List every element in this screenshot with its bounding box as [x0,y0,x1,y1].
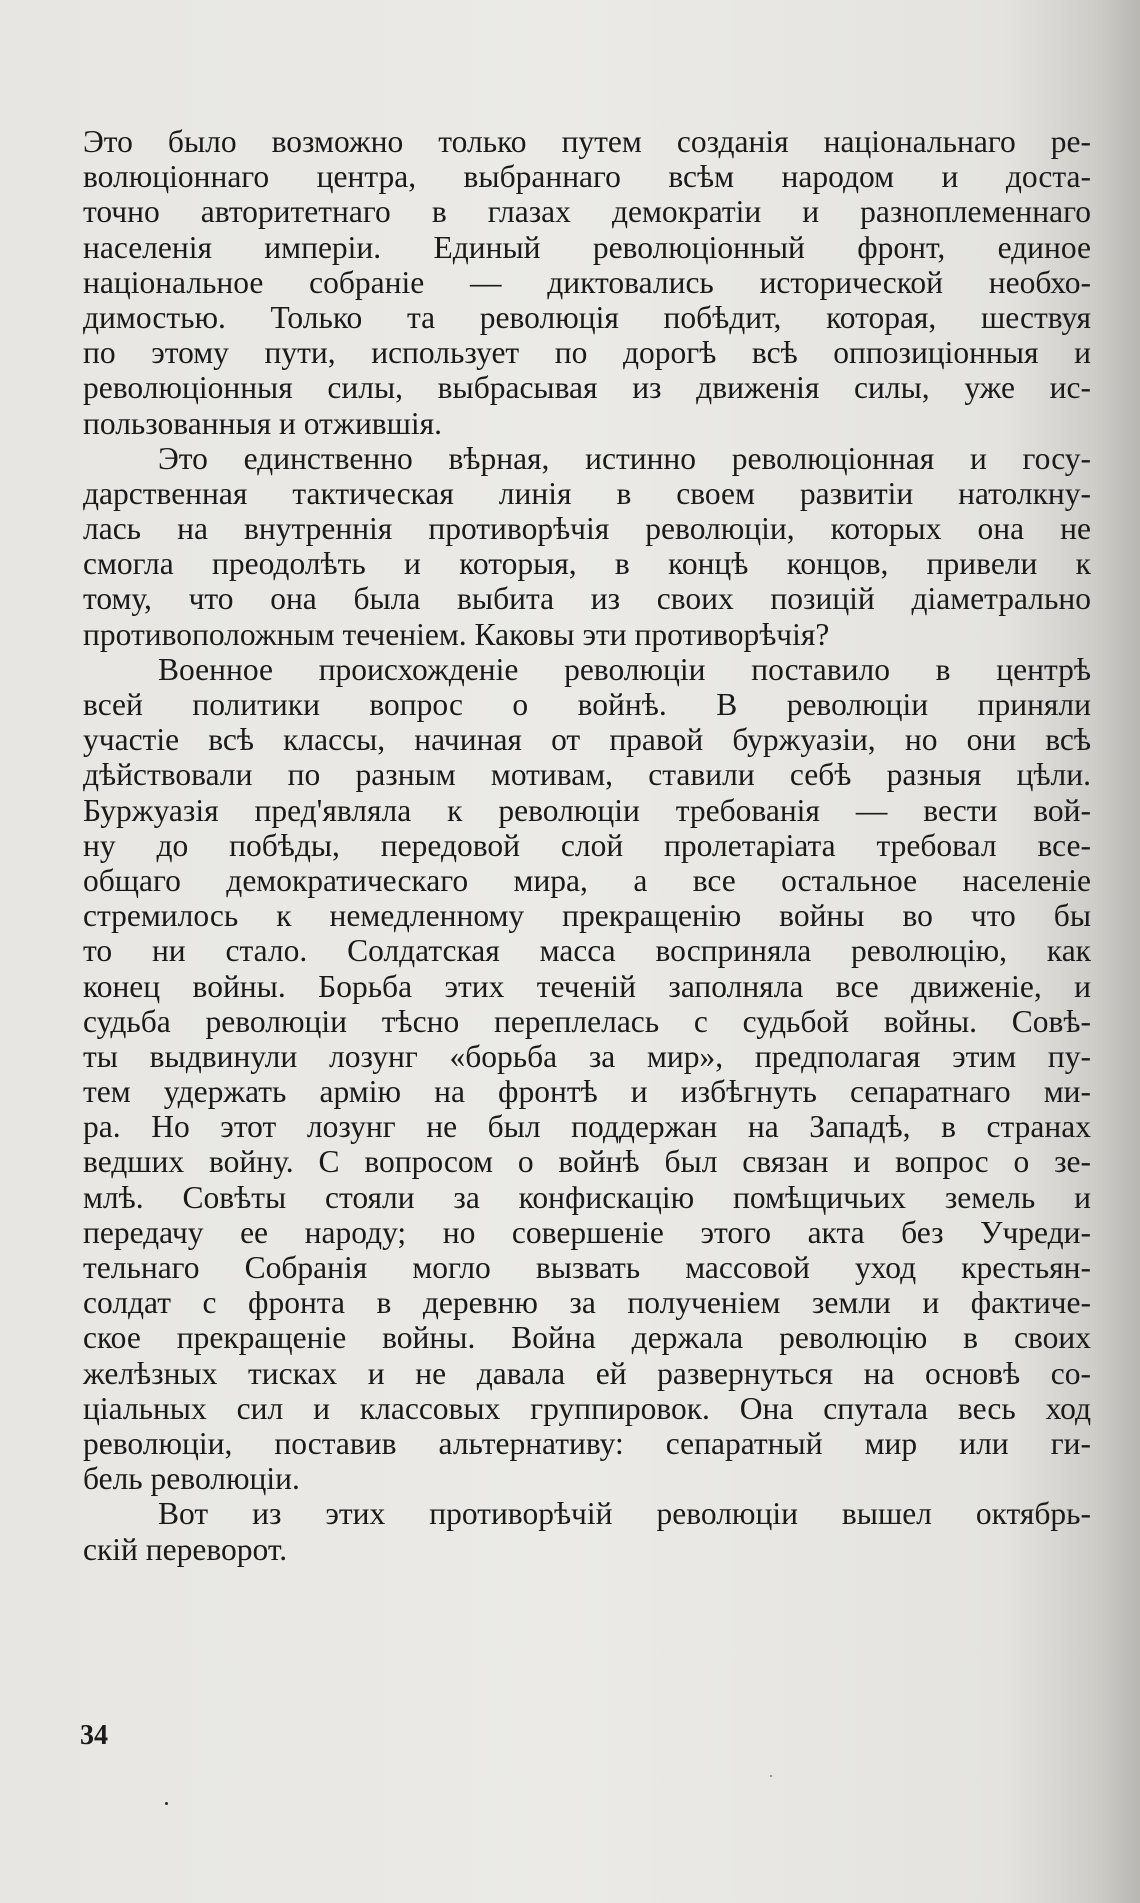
text-line: ну до побѣды, передовой слой пролетаріата требовал все- [83,827,1091,863]
print-speck [770,1775,772,1777]
text-line: Военное происхожденіе революціи поставило в центрѣ [158,651,1091,687]
text-line: скій переворот. [83,1531,288,1567]
text-line: дарственная тактическая линія в своем развитіи натолкну- [83,475,1091,511]
text-line: лась на внутреннія противорѣчія революціи, которых она не [83,511,1091,547]
text-line: всей политики вопрос о войнѣ. В революціи приняли [83,687,1091,722]
text-line: Это было возможно только путем созданія національнаго ре- [83,124,1091,159]
text-line: солдат с фронта в деревню за полученіем земли и фактиче- [83,1285,1091,1321]
text-line: передачу ее народу; но совершеніе этого акта без Учреди- [83,1214,1091,1250]
page-number: 34 [80,1720,108,1751]
text-line: волюціоннаго центра, выбраннаго всѣм народом и доста- [83,159,1091,195]
text-line: млѣ. Совѣты стояли за конфискацію помѣщичьих земель и [83,1179,1091,1215]
text-line: конец войны. Борьба этих теченій заполняла все движеніе, и [83,968,1091,1004]
text-line: пользованныя и отжившія. [83,405,443,441]
paragraph-3 [83,652,1091,1497]
paragraph-2 [83,441,1091,652]
text-line: смогла преодолѣть и которыя, в концѣ концов, привели к [83,546,1091,582]
print-speck [165,1802,168,1805]
text-line: стремилось к немедленному прекращенію войны во что бы [83,898,1091,934]
text-line: ты выдвинули лозунг «борьба за мир», предполагая этим пу- [83,1038,1091,1074]
text-line: тому, что она была выбита из своих позицій діаметрально [83,581,1091,617]
text-line: желѣзных тисках и не давала ей развернуться на основѣ со- [83,1355,1091,1391]
text-line: димостью. Только та революція побѣдит, которая, шествуя [83,299,1091,335]
text-line: ведших войну. С вопросом о войнѣ был связан и вопрос о зе- [83,1144,1091,1180]
text-line: Это единственно вѣрная, истинно революціонная и госу- [158,440,1091,476]
text-line: то ни стало. Солдатская масса восприняла революцію, как [83,933,1091,969]
paragraph-4 [83,1496,1091,1566]
text-line: тельнаго Собранія могло вызвать массовой уход крестьян- [83,1250,1091,1285]
text-line: участіе всѣ классы, начиная от правой буржуазіи, но они всѣ [83,722,1091,758]
text-line: революціи, поставив альтернативу: сепаратный мир или ги- [83,1425,1091,1461]
text-line: противоположным теченіем. Каковы эти противорѣчія? [83,616,830,652]
text-line: Буржуазія пред'являла к революціи требованія — вести вой- [83,792,1091,828]
body-text [83,124,1091,1567]
text-line: революціонныя силы, выбрасывая из движенія силы, уже ис- [83,370,1091,406]
text-line: ціальных сил и классовых группировок. Она спутала весь ход [83,1390,1091,1426]
text-line: населенія имперіи. Единый революціонный фронт, единое [83,229,1091,265]
text-line: бель революціи. [83,1461,300,1497]
text-line: ское прекращеніе войны. Война держала революцію в своих [83,1320,1091,1356]
text-line: тем удержать армію на фронтѣ и избѣгнуть сепаратнаго ми- [83,1074,1091,1110]
text-line: Вот из этих противорѣчій революціи вышел октябрь- [158,1496,1091,1532]
text-line: точно авторитетнаго в глазах демократіи и разноплеменнаго [83,194,1091,230]
text-line: національное собраніе — диктовались исторической необхо- [83,264,1091,300]
text-line: судьба революціи тѣсно переплелась с судьбой войны. Совѣ- [83,1003,1091,1039]
text-line: общаго демократическаго мира, а все остальное населеніе [83,862,1091,898]
text-line: дѣйствовали по разным мотивам, ставили себѣ разныя цѣли. [83,757,1091,793]
text-line: ра. Но этот лозунг не был поддержан на Западѣ, в странах [83,1109,1091,1145]
text-line: по этому пути, использует по дорогѣ всѣ оппозиціонныя и [83,335,1091,371]
paragraph-1 [83,124,1091,441]
